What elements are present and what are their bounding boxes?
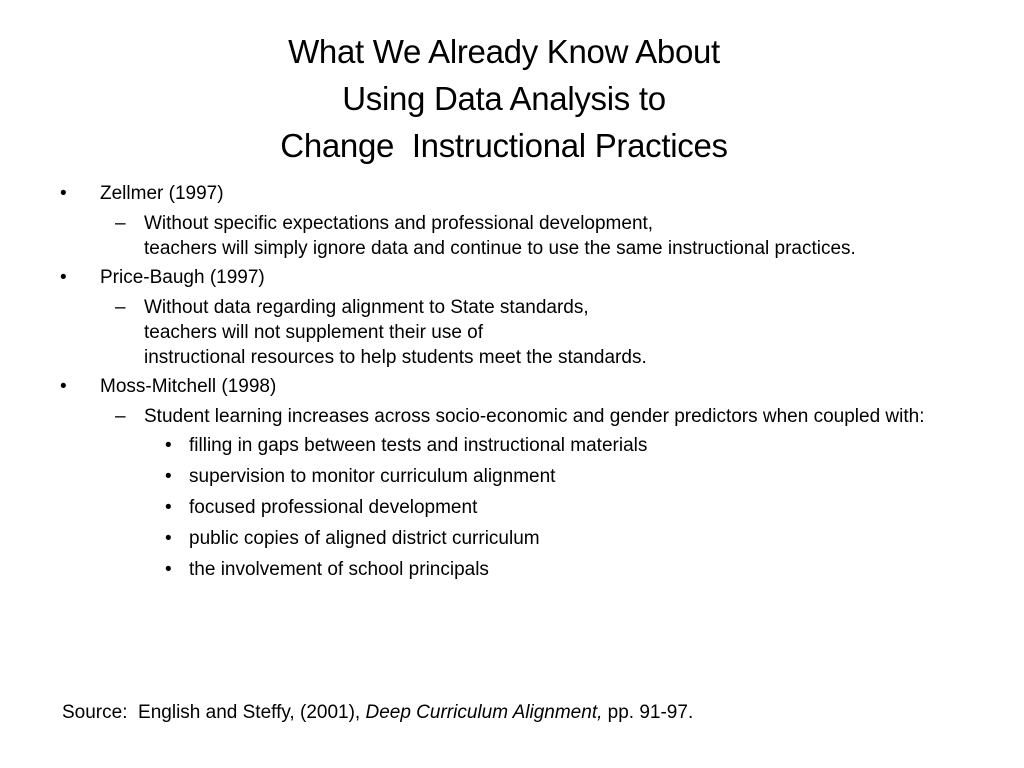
list-item-moss-mitchell bbox=[60, 374, 980, 400]
citation-label: Price-Baugh (1997) bbox=[100, 267, 265, 288]
citation-label: Zellmer (1997) bbox=[100, 183, 224, 204]
dash-icon: – bbox=[115, 213, 126, 234]
sub-item-text-line: Student learning increases across socio-economic and gender predictors when coupled with: bbox=[144, 406, 925, 427]
source-book-title: Deep Curriculum Alignment, bbox=[365, 702, 603, 723]
point-item bbox=[60, 495, 980, 521]
bullet-icon: • bbox=[60, 376, 67, 397]
citation-label: Moss-Mitchell (1998) bbox=[100, 376, 277, 397]
sub-item-price-baugh bbox=[60, 295, 980, 370]
point-text: supervision to monitor curriculum alignment bbox=[189, 466, 556, 487]
slide-body bbox=[60, 181, 980, 588]
list-item-price-baugh bbox=[60, 265, 980, 291]
point-item bbox=[60, 557, 980, 583]
title-line-1: What We Already Know About bbox=[288, 33, 720, 70]
bullet-icon: • bbox=[165, 466, 172, 487]
sub-item-text-line: instructional resources to help students meet the standards. bbox=[144, 347, 647, 368]
title-line-2: Using Data Analysis to bbox=[342, 80, 666, 117]
sub-item-moss-mitchell bbox=[60, 404, 980, 429]
bullet-icon: • bbox=[165, 435, 172, 456]
sub-item-text-line: Without specific expectations and professional development, bbox=[144, 213, 654, 234]
bullet-icon: • bbox=[60, 183, 67, 204]
source-citation bbox=[62, 700, 693, 726]
sub-item-text-line: teachers will not supplement their use of bbox=[144, 322, 484, 343]
point-text: the involvement of school principals bbox=[189, 559, 489, 580]
point-text: focused professional development bbox=[189, 497, 478, 518]
dash-icon: – bbox=[115, 297, 126, 318]
bullet-icon: • bbox=[165, 528, 172, 549]
point-item bbox=[60, 433, 980, 459]
point-text: public copies of aligned district curriculum bbox=[189, 528, 540, 549]
bullet-icon: • bbox=[165, 559, 172, 580]
point-item bbox=[60, 464, 980, 490]
list-item-zellmer bbox=[60, 181, 980, 207]
point-text: filling in gaps between tests and instructional materials bbox=[189, 435, 648, 456]
bullet-icon: • bbox=[165, 497, 172, 518]
title-line-3: Change Instructional Practices bbox=[280, 127, 728, 164]
source-suffix: pp. 91-97. bbox=[602, 702, 694, 723]
dash-icon: – bbox=[115, 406, 126, 427]
bullet-icon: • bbox=[60, 267, 67, 288]
point-item bbox=[60, 526, 980, 552]
source-prefix: Source: English and Steffy, (2001), bbox=[62, 702, 366, 723]
sub-item-text-line: teachers will simply ignore data and continue to use the same instructional practices. bbox=[144, 238, 856, 259]
sub-item-text-line: Without data regarding alignment to State standards, bbox=[144, 297, 589, 318]
sub-item-zellmer bbox=[60, 211, 980, 261]
slide-title bbox=[0, 28, 1008, 169]
